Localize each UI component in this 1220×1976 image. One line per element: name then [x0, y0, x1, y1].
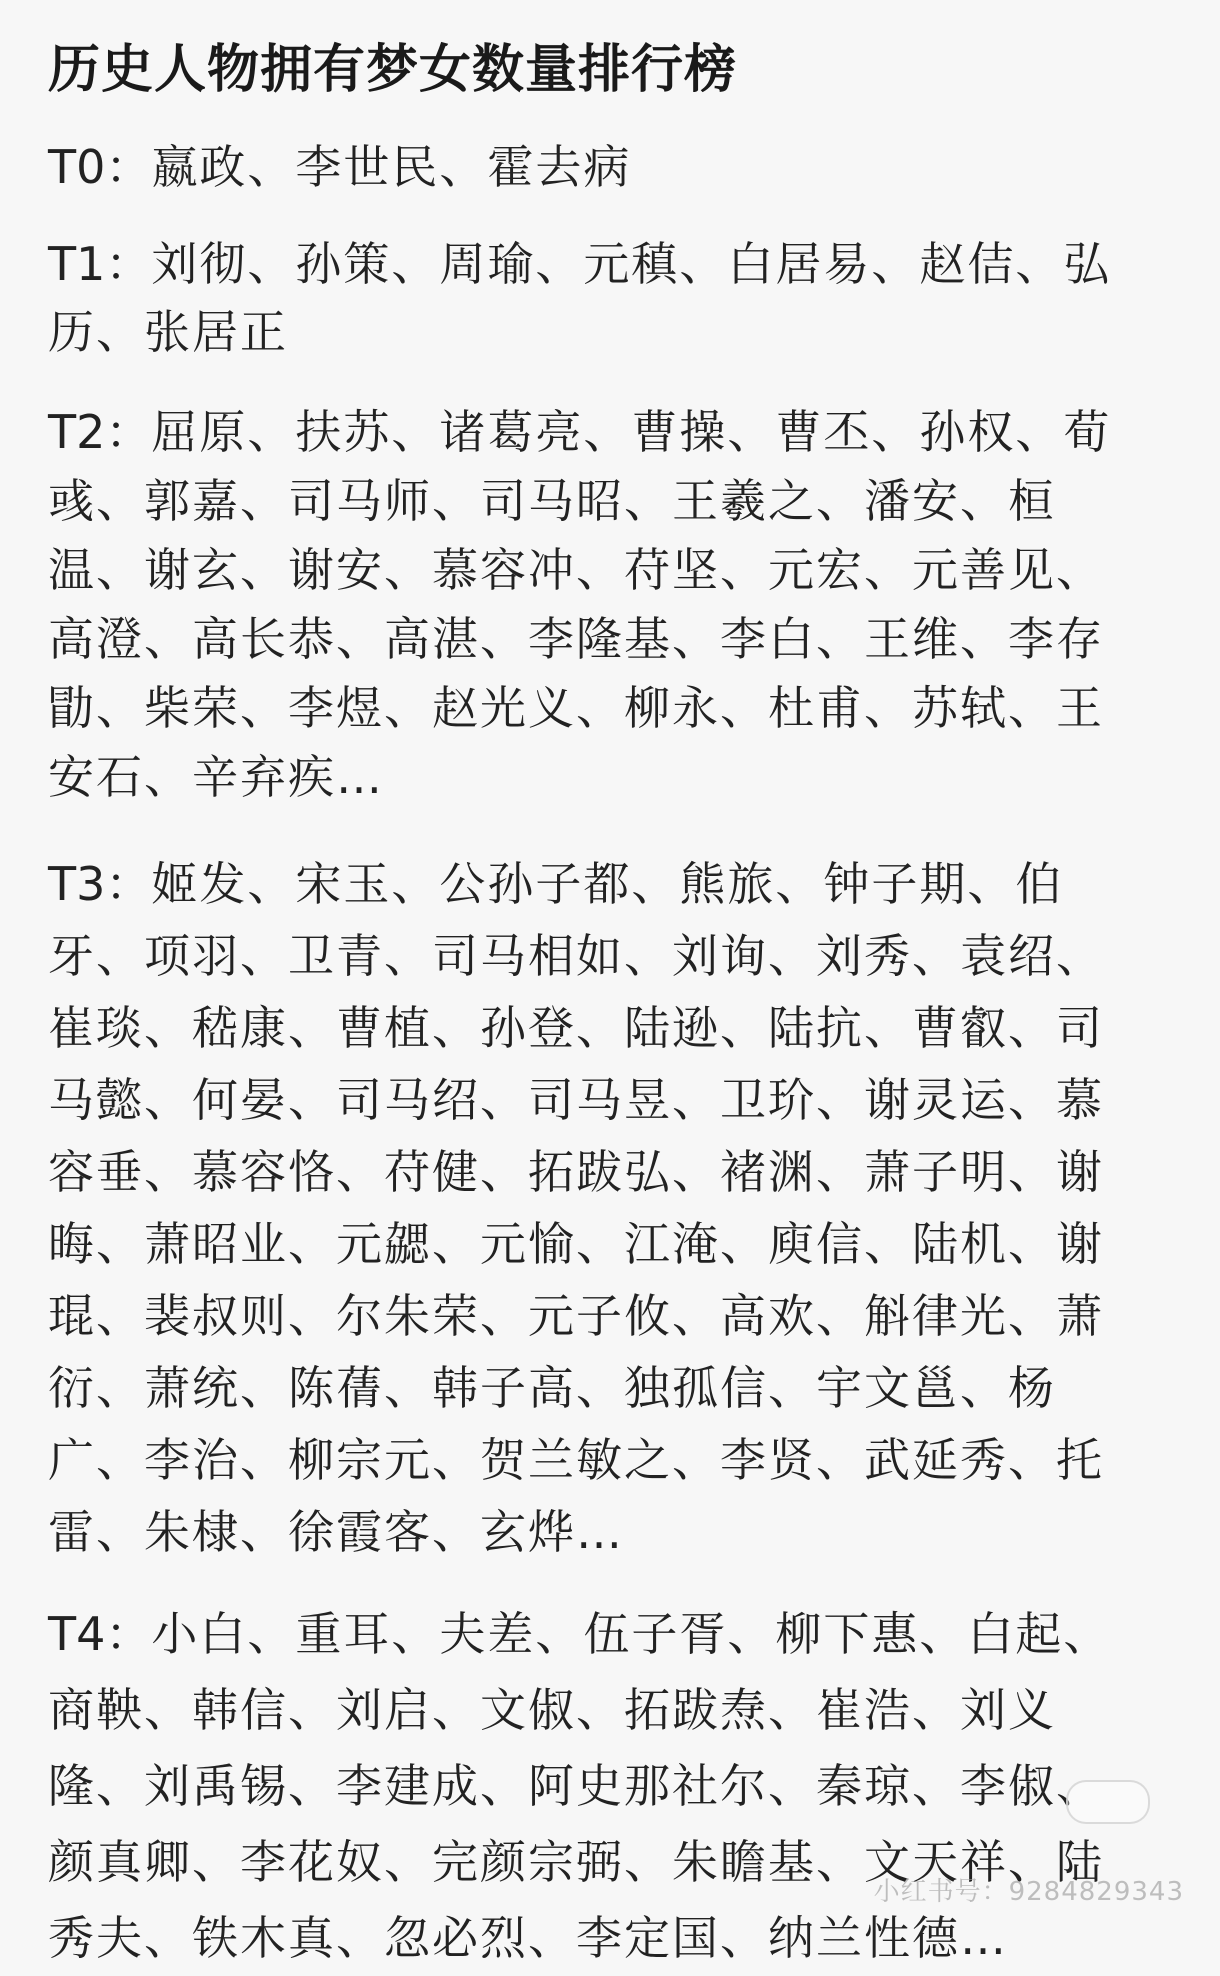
tier-names: 刘彻、孙策、周瑜、元稹、白居易、赵佶、弘历、张居正: [48, 237, 1112, 359]
tier-t4: [48, 1596, 1150, 1976]
tier-label: T3：: [48, 857, 152, 911]
tier-label: T0：: [48, 140, 152, 194]
tier-t1: [48, 230, 1150, 366]
tier-t3: [48, 848, 1150, 1568]
tier-names: 小白、重耳、夫差、伍子胥、柳下惠、白起、商鞅、韩信、刘启、文俶、拓跋焘、崔浩、刘义隆、刘禹锡、李建成、阿史那社尔、秦琼、李俶、颜真卿、李花奴、完颜宗弼、朱瞻基、文天祥、陆秀夫、铁木真、忽必烈、李定国、纳兰性德…: [48, 1607, 1112, 1965]
tier-names: 屈原、扶苏、诸葛亮、曹操、曹丕、孙权、荀彧、郭嘉、司马师、司马昭、王羲之、潘安、桓温、谢玄、谢安、慕容冲、苻坚、元宏、元善见、高澄、高长恭、高湛、李隆基、李白、王维、李存勖、柴荣、李煜、赵光义、柳永、杜甫、苏轼、王安石、辛弃疾…: [48, 405, 1112, 804]
tier-names: 嬴政、李世民、霍去病: [151, 140, 632, 194]
tier-label: T4：: [48, 1607, 152, 1661]
watermark-badge-icon: [1066, 1780, 1150, 1824]
tier-t0: [48, 132, 1150, 202]
tier-label: T1：: [48, 237, 152, 291]
tier-label: T2：: [48, 405, 152, 459]
tier-names: 姬发、宋玉、公孙子都、熊旅、钟子期、伯牙、项羽、卫青、司马相如、刘询、刘秀、袁绍、崔琰、嵇康、曹植、孙登、陆逊、陆抗、曹叡、司马懿、何晏、司马绍、司马昱、卫玠、谢灵运、慕容垂、慕容恪、苻健、拓跋弘、褚渊、萧子明、谢晦、萧昭业、元勰、元愉、江淹、庾信、陆机、谢琨、裴叔则、尔朱荣、元子攸、高欢、斛律光、萧衍、萧统、陈蒨、韩子高、独孤信、宇文邕、杨广、李治、柳宗元、贺兰敏之、李贤、武延秀、托雷、朱棣、徐霞客、玄烨…: [48, 857, 1104, 1559]
watermark: 小红书号：9284829343: [873, 1877, 1184, 1907]
page-title: 历史人物拥有梦女数量排行榜: [48, 40, 738, 100]
tier-t2: [48, 398, 1150, 812]
